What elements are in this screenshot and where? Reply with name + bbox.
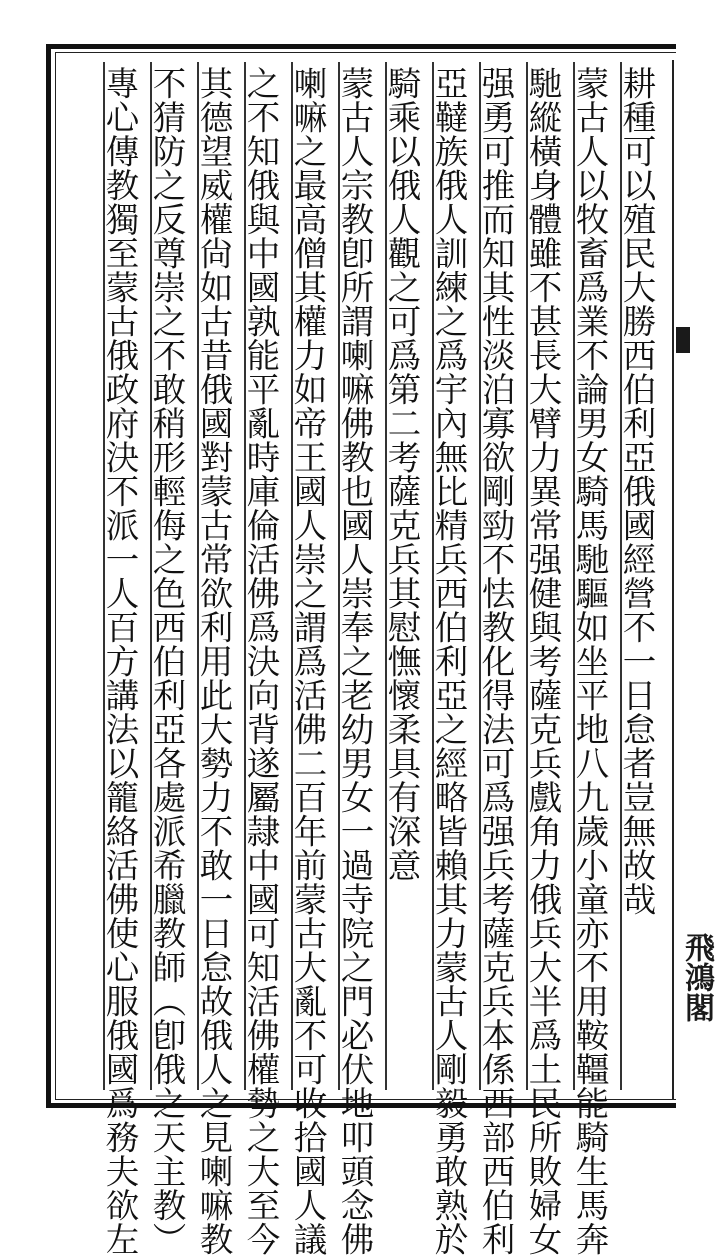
text-column-2: 蒙古人以牧畜爲業不論男女騎馬馳驅如坐平地八九歲小童亦不用鞍韁能騎生馬奔 [570, 66, 609, 1256]
text-column-10: 其德望威權尙如古昔俄國對蒙古常欲利用此大勢力不敢一日怠故俄人之見喇嘛教 [194, 66, 233, 1256]
text-column-9: 之不知俄與中國孰能平亂時庫倫活佛爲決向背遂屬隷中國可知活佛權勢之大至今 [241, 66, 280, 1256]
text-column-11: 不猜防之反尊崇之不敢稍形輕侮之色西伯利亞各處派希臘教師（卽俄之天主教） [147, 66, 186, 1256]
text-column-8: 喇嘛之最高僧其權力如帝王國人崇之謂爲活佛二百年前蒙古大亂不可收拾國人議 [288, 66, 327, 1256]
text-column-4: 强勇可推而知其性淡泊寡欲剛勁不怯教化得法可爲强兵考薩克兵本係西部西伯利 [476, 66, 515, 1256]
text-column-7: 蒙古人宗教卽所謂喇嘛佛教也國人崇奉之老幼男女一過寺院之門必伏地叩頭念佛 [335, 66, 374, 1256]
text-column-12: 專心傳教獨至蒙古俄政府決不派一人百方講法以籠絡活佛使心服俄國爲務夫欲左 [100, 66, 139, 1256]
fish-tail-mark [676, 327, 690, 353]
text-column-5: 亞韃族俄人訓練之爲宇內無比精兵西伯利亞之經略皆賴其力蒙古人剛毅勇敢熟於 [429, 66, 468, 1256]
margin-label: 飛鴻閣 [679, 932, 714, 1022]
text-column-3: 馳縱橫身體雖不甚長大臂力異常强健與考薩克兵戲角力俄兵大半爲土民所敗婦女 [523, 66, 562, 1256]
text-column-1: 耕種可以殖民大勝西伯利亞俄國經營不一日怠者豈無故哉 [617, 66, 656, 916]
text-column-6: 騎乘以俄人觀之可爲第二考薩克兵其慰憮懷柔具有深意 [382, 66, 421, 882]
